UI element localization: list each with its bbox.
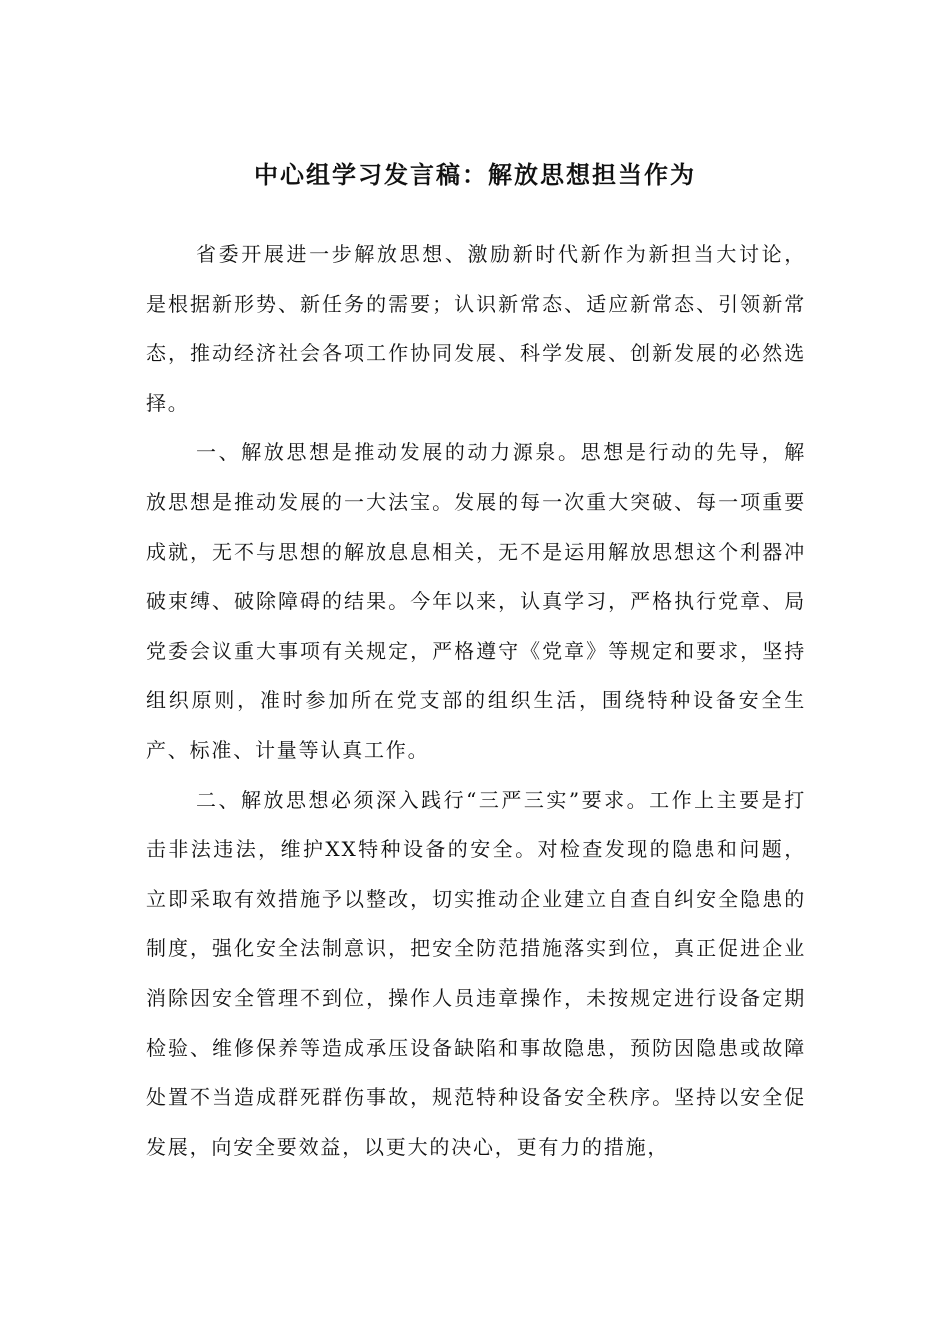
paragraph-intro: 省委开展进一步解放思想、激励新时代新作为新担当大讨论，是根据新形势、新任务的需要；认识新常态、适应新常态、引领新常态，推动经济社会各项工作协同发展、科学发展、创新发展的必然选择。	[146, 242, 806, 415]
paragraph-section-two: 二、解放思想必须深入践行“三严三实”要求。工作上主要是打击非法违法，维护XX特种设备的安全。对检查发现的隐患和问题，立即采取有效措施予以整改，切实推动企业建立自查自纠安全隐患的制度，强化安全法制意识，把安全防范措施落实到位，真正促进企业消除因安全管理不到位，操作人员违章操作，未按规定进行设备定期检验、维修保养等造成承压设备缺陷和事故隐患，预防因隐患或故障处置不当造成群死群伤事故，规范特种设备安全秩序。坚持以安全促发展，向安全要效益，以更大的决心，更有力的措施，	[146, 787, 806, 1159]
document-body	[146, 230, 806, 1172]
document-title: 中心组学习发言稿：解放思想担当作为	[254, 161, 696, 189]
paragraph-section-one: 一、解放思想是推动发展的动力源泉。思想是行动的先导，解放思想是推动发展的一大法宝。发展的每一次重大突破、每一项重要成就，无不与思想的解放息息相关，无不是运用解放思想这个利器冲破束缚、破除障碍的结果。今年以来，认真学习，严格执行党章、局党委会议重大事项有关规定，严格遵守《党章》等规定和要求，坚持组织原则，准时参加所在党支部的组织生活，围绕特种设备安全生产、标准、计量等认真工作。	[146, 440, 806, 762]
